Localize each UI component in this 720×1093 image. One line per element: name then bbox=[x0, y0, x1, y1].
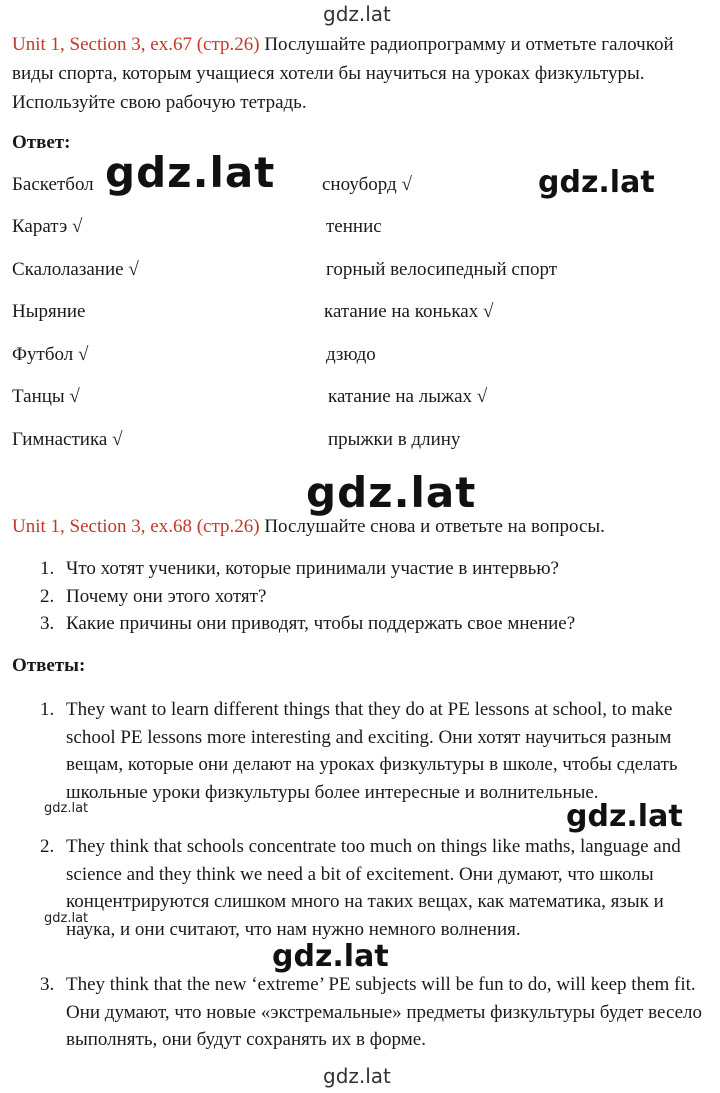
watermark-tiny-2: gdz.lat bbox=[44, 911, 89, 926]
sport-item: дзюдо bbox=[326, 344, 376, 365]
sport-item: прыжки в длину bbox=[328, 429, 461, 450]
ex67-answer-heading: Ответ: bbox=[12, 132, 71, 153]
sport-item: Каратэ √ bbox=[12, 216, 83, 237]
sport-item: Скалолазание √ bbox=[12, 259, 139, 280]
sport-item: катание на лыжах √ bbox=[328, 386, 488, 407]
sport-item: Танцы √ bbox=[12, 386, 80, 407]
ex67-task bbox=[12, 30, 702, 117]
sport-item: катание на коньках √ bbox=[324, 301, 494, 322]
watermark-bottom: gdz.lat bbox=[323, 1064, 391, 1088]
sport-item: Баскетбол bbox=[12, 174, 94, 195]
question-item: 1. Что хотят ученики, которые принимали участие в интервью? bbox=[40, 558, 559, 579]
sport-item: Футбол √ bbox=[12, 344, 89, 365]
ex67-reference: Unit 1, Section 3, ex.67 (стр.26) bbox=[12, 34, 260, 55]
watermark-center-2: gdz.lat bbox=[272, 939, 389, 974]
watermark-right-2: gdz.lat bbox=[566, 799, 683, 834]
watermark-top: gdz.lat bbox=[323, 2, 391, 26]
ex68-answers-heading: Ответы: bbox=[12, 655, 86, 676]
watermark-large-center: gdz.lat bbox=[306, 468, 477, 517]
sport-item: Гимнастика √ bbox=[12, 429, 123, 450]
sport-item: горный велосипедный спорт bbox=[326, 259, 558, 280]
ex68-task-text: Послушайте снова и ответьте на вопросы. bbox=[259, 516, 605, 537]
watermark-right: gdz.lat bbox=[538, 165, 655, 200]
answer-item: 2. They think that schools concentrate too much on things like maths, language and science and they think we need a bit of excitement. Они думают, что школы концентрируются слишком много на таких вещах, как математика, язык и наука, и они считают, что нам нужно немного волнения. bbox=[40, 836, 681, 940]
answer-item: 1. They want to learn different things that they do at PE lessons at school, to make school PE lessons more interesting and exciting. Они хотят научиться разным вещам, которые они делают на уроках физкультуры в школе, чтобы сделать школьные уроки физкультуры более интересные и волнительные. bbox=[40, 699, 678, 803]
ex68-task bbox=[12, 512, 702, 541]
question-item: 3. Какие причины они приводят, чтобы поддержать свое мнение? bbox=[40, 613, 576, 634]
sport-item: теннис bbox=[326, 216, 382, 237]
answer-item: 3. They think that the new ‘extreme’ PE subjects will be fun to do, will keep them fit. Они думают, что новые «экстремальные» предметы физкультуры будет весело выполнять, они будут сохранять их в форме. bbox=[40, 974, 703, 1050]
ex67-task-text: Послушайте радиопрограмму и отметьте галочкой виды спорта, которым учащиеся хотели бы научиться на уроках физкультуры. Используйте свою рабочую тетрадь. bbox=[12, 34, 674, 113]
sport-item: сноуборд √ bbox=[322, 174, 412, 195]
question-item: 2. Почему они этого хотят? bbox=[40, 586, 267, 607]
watermark-tiny-1: gdz.lat bbox=[44, 801, 89, 816]
watermark-large-left: gdz.lat bbox=[105, 148, 276, 197]
sport-item: Ныряние bbox=[12, 301, 86, 322]
ex68-reference: Unit 1, Section 3, ex.68 (стр.26) bbox=[12, 516, 260, 537]
